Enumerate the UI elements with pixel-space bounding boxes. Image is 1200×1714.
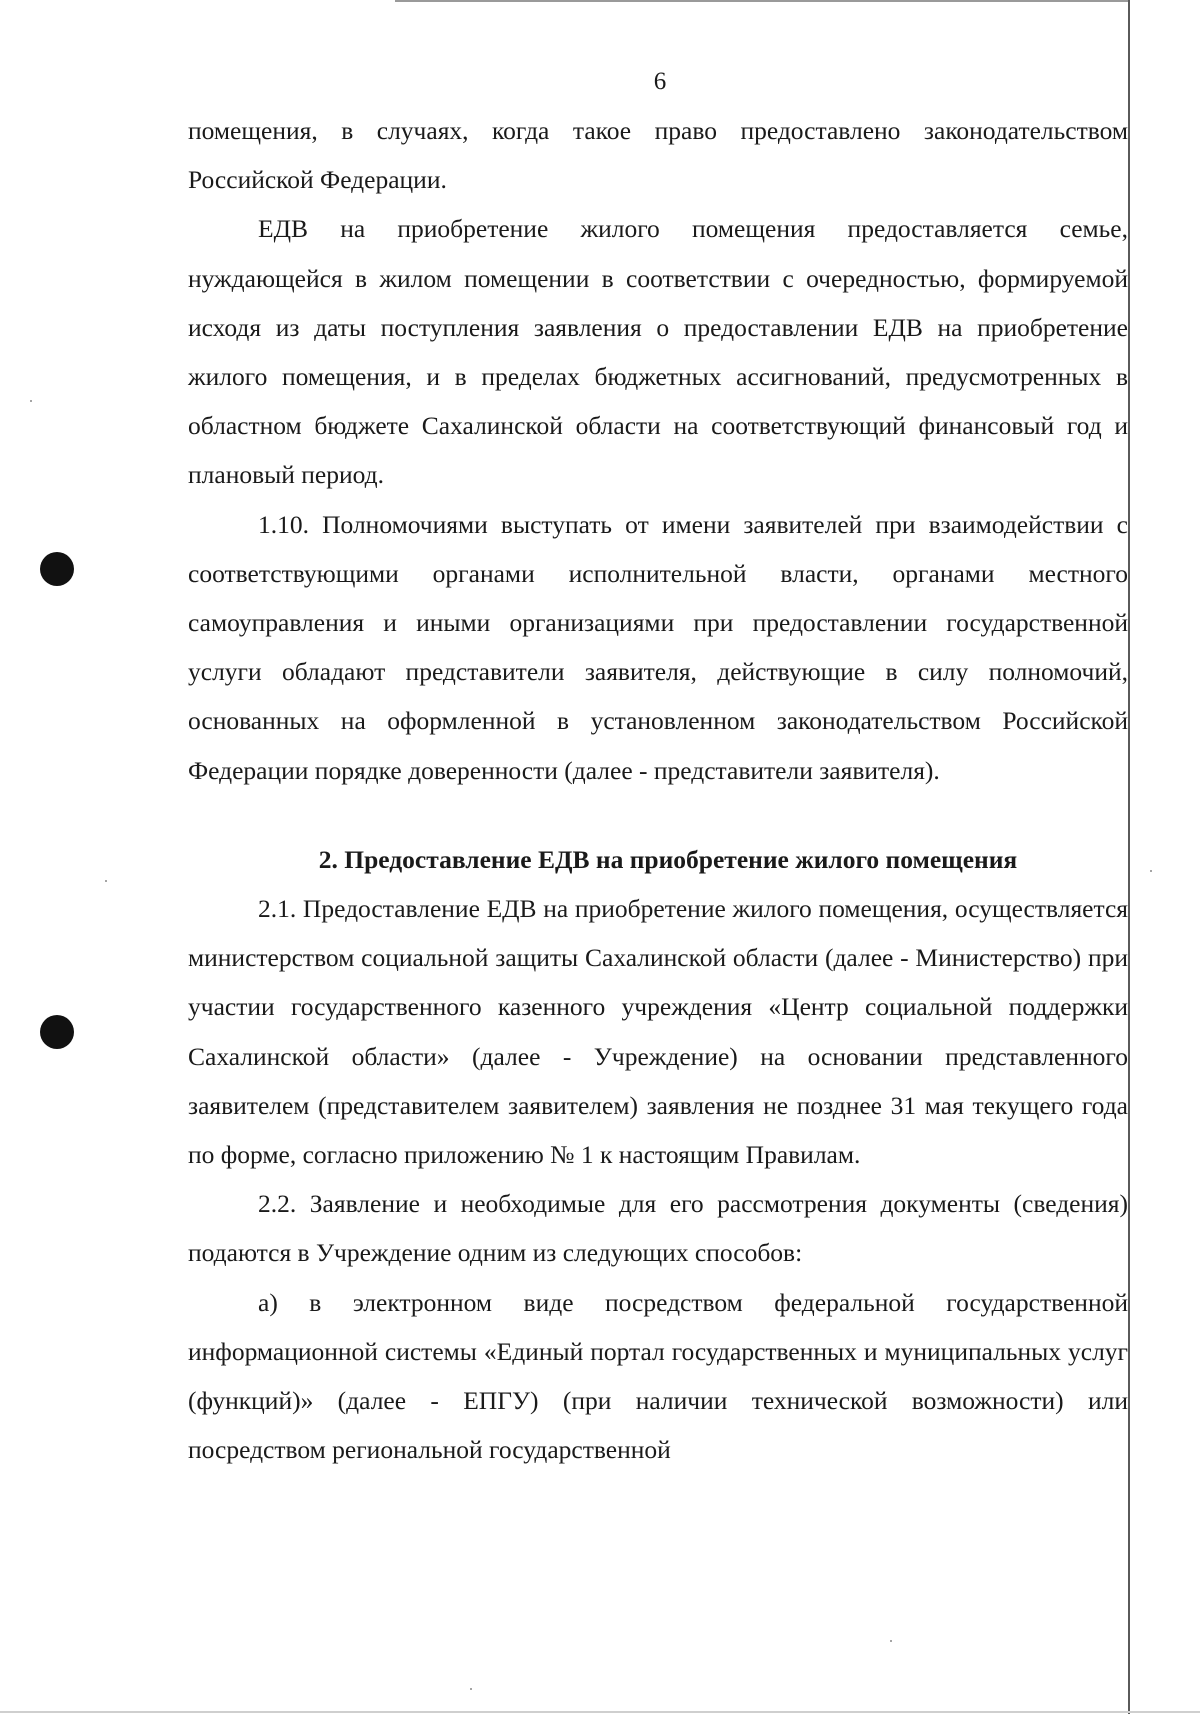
document-body [188, 106, 1128, 1474]
scan-bottom-edge [0, 1711, 1200, 1713]
paragraph-edv-order: ЕДВ на приобретение жилого помещения предоставляется семье, нуждающейся в жилом помещении в соответствии с очередностью, формируемой исходя из даты поступления заявления о предоставлении ЕДВ на приобретение жилого помещения, и в пределах бюджетных ассигнований, предусмотренных в областном бюджете Сахалинской области на соответствующий финансовый год и плановый период. [188, 214, 1128, 490]
punch-hole-mark [40, 1015, 74, 1049]
scan-speck [470, 1688, 472, 1690]
paragraph-2-2-a: а) в электронном виде посредством федеральной государственной информационной системы «Единый портал государственных и муниципальных услуг (функций)» (далее - ЕПГУ) (при наличии технической возможности) или посредством региональной государственной [188, 1287, 1128, 1465]
scan-speck [1150, 870, 1152, 872]
paragraph-2-2: 2.2. Заявление и необходимые для его рассмотрения документы (сведения) подаются в Учреждение одним из следующих способов: [188, 1189, 1128, 1268]
scan-top-edge [395, 0, 1130, 2]
punch-hole-mark [40, 552, 74, 586]
scan-right-edge [1128, 0, 1130, 1714]
paragraph-continuation: помещения, в случаях, когда такое право предоставлено законодательством Российской Федерации. [188, 116, 1128, 195]
scan-speck [890, 1640, 892, 1642]
scan-speck [30, 400, 32, 402]
paragraph-2-1: 2.1. Предоставление ЕДВ на приобретение жилого помещения, осуществляется министерством социальной защиты Сахалинской области (далее - Министерство) при участии государственного казенного учреждения «Центр социальной поддержки Сахалинской области» (далее - Учреждение) на основании представленного заявителем (представителем заявителем) заявления не позднее 31 мая текущего года по форме, согласно приложению № 1 к настоящим Правилам. [188, 894, 1128, 1170]
scan-speck [105, 880, 107, 882]
paragraph-1-10: 1.10. Полномочиями выступать от имени заявителей при взаимодействии с соответствующими органами исполнительной власти, органами местного самоуправления и иными организациями при предоставлении государственной услуги обладают представители заявителя, действующие в силу полномочий, основанных на оформленной в установленном законодательством Российской Федерации порядке доверенности (далее - представители заявителя). [188, 509, 1128, 785]
section-heading: 2. Предоставление ЕДВ на приобретение жилого помещения [318, 844, 1018, 874]
page-number: 6 [653, 68, 667, 95]
